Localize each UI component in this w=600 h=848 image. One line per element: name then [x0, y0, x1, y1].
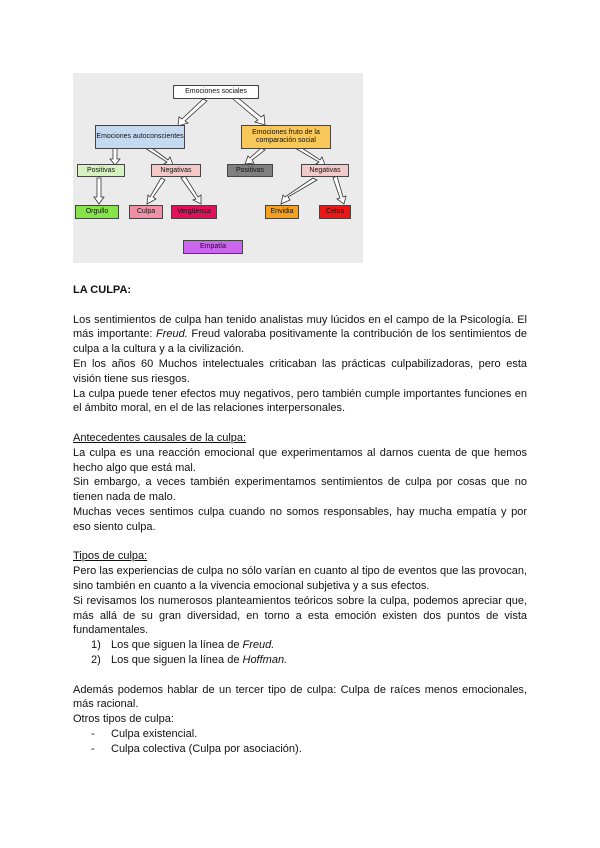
node-emociones-autoconscientes: Emociones autoconscientes: [95, 125, 185, 149]
intro-paragraph-2: En los años 60 Muchos intelectuales criticaban las prácticas culpabilizadoras, pero esta visión tiene sus riesgos.: [73, 357, 527, 385]
tipos-list: [73, 638, 527, 668]
list-text: Los que siguen la línea de: [111, 653, 243, 666]
intro-paragraph-1: [73, 313, 527, 357]
node-envidia: Envidia: [265, 205, 299, 219]
node-culpa: Culpa: [129, 205, 163, 219]
otros-tipos-list: [73, 727, 527, 757]
list-dash: -: [91, 727, 95, 740]
antecedentes-title: Antecedentes causales de la culpa:: [73, 431, 247, 444]
node-right-positivas: Positivas: [227, 164, 273, 177]
tipos-paragraph-2: Si revisamos los numerosos planteamientos teóricos sobre la culpa, podemos apreciar que, más allá de su gran diversidad, en torno a esta emoción existen dos puntos de vista fundamentales.: [73, 594, 527, 637]
tercer-paragraph-1: Además podemos hablar de un tercer tipo de culpa: Culpa de raíces menos emocionales, más racional.: [73, 683, 527, 711]
list-number: 2): [91, 653, 101, 666]
list-item: [91, 653, 527, 668]
node-orgullo: Orgullo: [75, 205, 119, 219]
node-left-positivas: Positivas: [77, 164, 125, 177]
list-text: Culpa existencial.: [111, 727, 198, 740]
intro-text-cont: Freud valoraba positivamente la contribución de los sentimientos de culpa a la cultura y a la civilización.: [73, 328, 528, 356]
emotions-diagram: [73, 73, 363, 263]
node-emociones-sociales: Emociones sociales: [173, 85, 259, 99]
intro-text: Los sentimientos de culpa han tenido analistas muy lúcidos en el campo de la Psicología. El más importante:: [73, 313, 527, 341]
list-item: [91, 742, 527, 757]
list-emphasis: Freud.: [242, 639, 275, 652]
node-left-negativas: Negativas: [151, 164, 201, 177]
tercer-paragraph-2: Otros tipos de culpa:: [73, 713, 174, 726]
section-heading: LA CULPA:: [73, 284, 132, 296]
node-emociones-comparacion-social: Emociones fruto de la comparación social: [241, 125, 331, 149]
list-text: Culpa colectiva (Culpa por asociación).: [111, 742, 302, 755]
list-text: Los que siguen la línea de: [111, 639, 243, 652]
list-item: [91, 638, 527, 653]
freud-emphasis: Freud.: [155, 328, 188, 341]
node-right-negativas: Negativas: [301, 164, 349, 177]
list-item: [91, 727, 527, 742]
list-dash: -: [91, 742, 95, 755]
document-body: [73, 283, 527, 757]
node-celos: Celos: [319, 205, 351, 219]
antecedentes-paragraph-2: Sin embargo, a veces también experimentamos sentimientos de culpa por cosas que no tienen nada de malo.: [73, 476, 527, 504]
antecedentes-paragraph-3: Muchas veces sentimos culpa cuando no somos responsables, hay mucha empatía y por eso siento culpa.: [73, 505, 527, 533]
list-emphasis: Hoffman.: [242, 653, 288, 666]
tipos-title: Tipos de culpa:: [73, 550, 148, 563]
list-number: 1): [91, 639, 101, 652]
tipos-paragraph-1: Pero las experiencias de culpa no sólo varían en cuanto al tipo de eventos que las provocan, sino también en cuanto a la vivencia emocional subjetiva y a sus efectos.: [73, 565, 527, 592]
node-verguenza: Vergüenza: [171, 205, 217, 219]
antecedentes-paragraph-1: La culpa es una reacción emocional que experimentamos al darnos cuenta de que hemos hecho algo que está mal.: [73, 446, 527, 474]
node-empatia: Empatía: [183, 240, 243, 254]
intro-paragraph-3: La culpa puede tener efectos muy negativos, pero también cumple importantes funciones en el ámbito moral, en el de las relaciones interpersonales.: [73, 387, 527, 415]
